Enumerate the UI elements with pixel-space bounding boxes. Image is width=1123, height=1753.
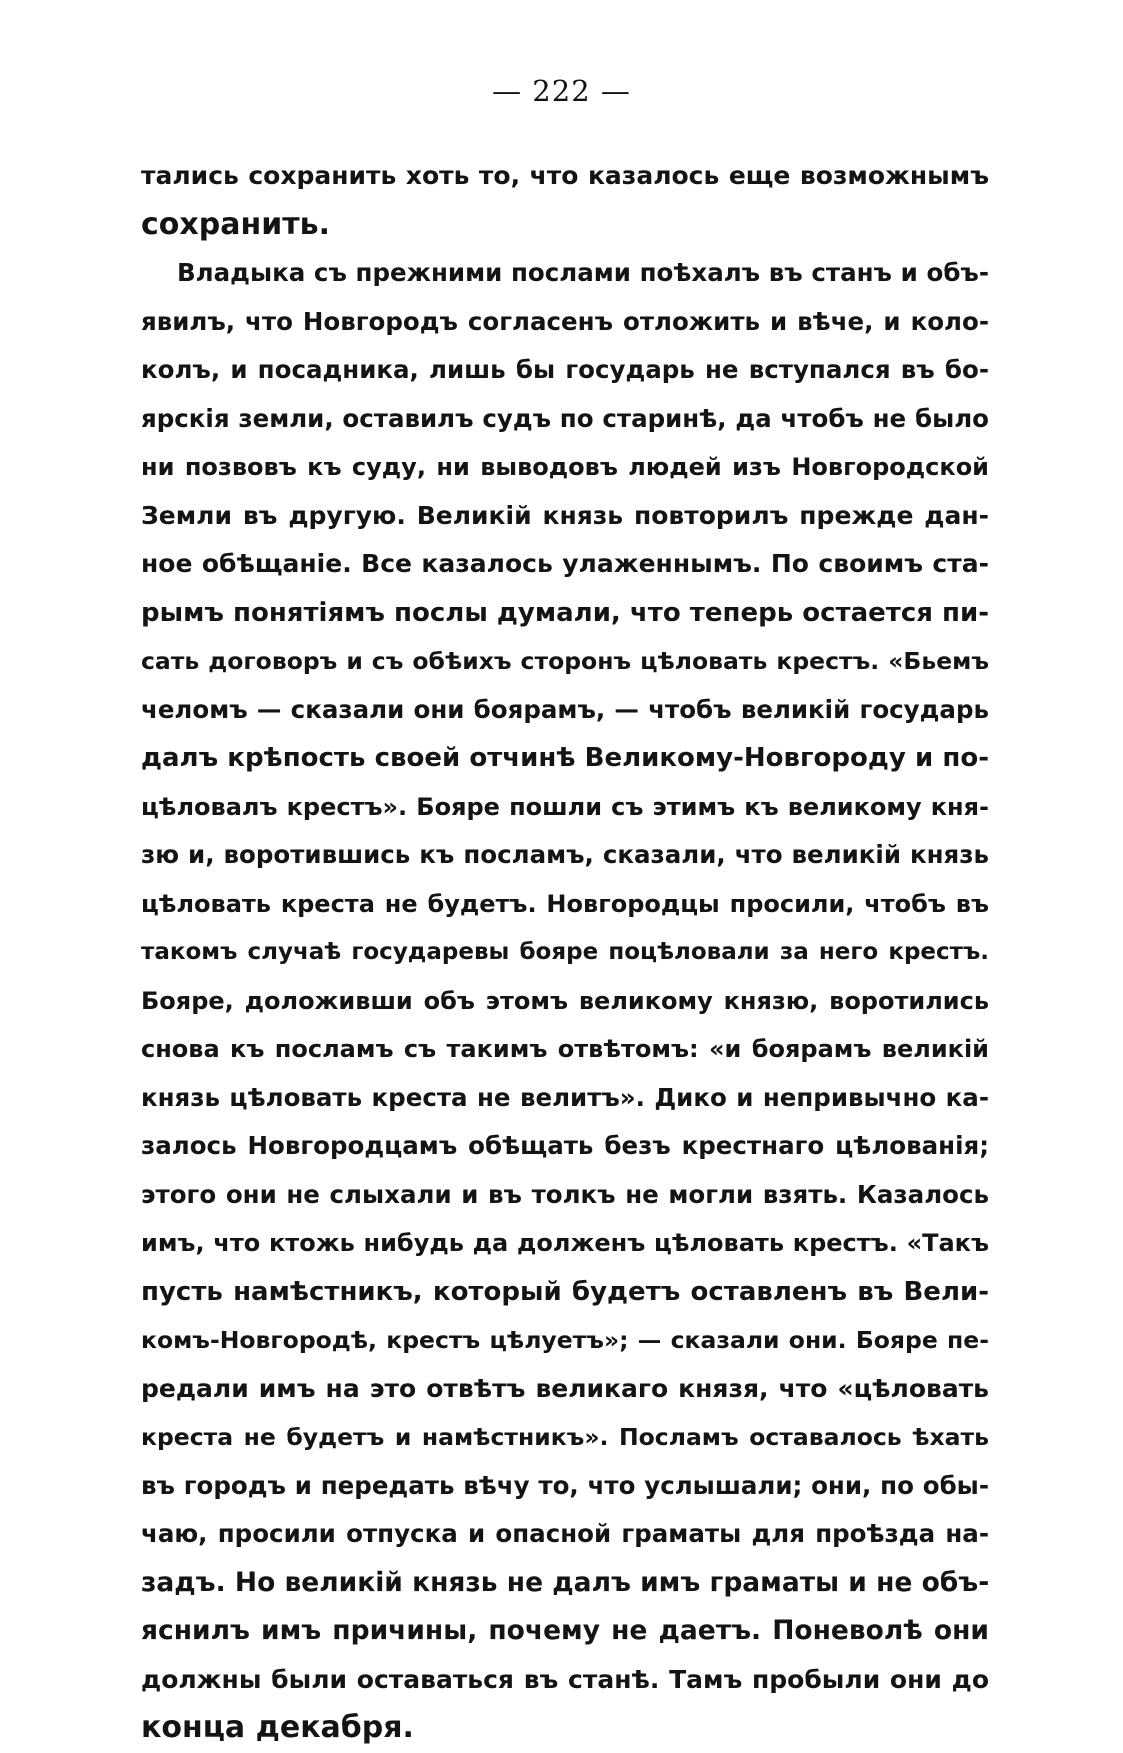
text-line: ни позвовъ къ суду, ни выводовъ людей изъ Новгородской <box>141 453 989 481</box>
text-line: въ городъ и передать вѣчу то, что услышали; они, по обы- <box>141 1470 989 1500</box>
text-line: далъ крѣпость своей отчинѣ Великому-Новгороду и по- <box>141 743 989 773</box>
text-line: задъ. Но великій князь не далъ имъ граматы и не объ- <box>141 1566 990 1598</box>
text-line: такомъ случаѣ государевы бояре поцѣловали за него крестъ. <box>141 939 989 965</box>
text-line: сохранить. <box>141 206 330 242</box>
paragraph <box>141 249 989 1753</box>
text-line: колъ, и посадника, лишь бы государь не вступался въ бо- <box>141 355 989 384</box>
text-line: ное обѣщаніе. Все казалось улаженнымъ. По своимъ ста- <box>141 549 989 578</box>
text-line: рымъ понятіямъ послы думали, что теперь остается пи- <box>141 597 989 628</box>
text-line: этого они не слыхали и въ толкъ не могли взять. Казалось <box>141 1179 989 1209</box>
text-line: зю и, воротившись къ посламъ, сказали, что великій князь <box>141 840 989 869</box>
text-line: редали имъ на это отвѣтъ великаго князя, что «цѣловать <box>141 1373 989 1403</box>
text-line: креста не будетъ и намѣстникъ». Посламъ оставалось ѣхать <box>141 1423 989 1451</box>
text-line: ярскія земли, оставилъ судъ по старинѣ, да чтобъ не было <box>141 403 989 433</box>
text-line: явилъ, что Новгородъ согласенъ отложить и вѣче, и коло- <box>141 306 989 336</box>
text-line: Владыка съ прежними послами поѣхалъ въ станъ и объ- <box>177 258 989 287</box>
text-line: цѣловать креста не будетъ. Новгородцы просили, чтобъ въ <box>141 889 989 918</box>
text-line: имъ, что ктожь нибудь да долженъ цѣловать крестъ. «Такъ <box>141 1229 989 1257</box>
text-line: яснилъ имъ причины, почему не даетъ. Поневолѣ они <box>141 1615 989 1646</box>
body-text <box>141 152 989 1753</box>
text-line: цѣловалъ крестъ». Бояре пошли съ этимъ къ великому кня- <box>141 792 989 821</box>
text-line: князь цѣловать креста не велитъ». Дико и непривычно ка- <box>141 1082 989 1112</box>
text-line: сать договоръ и съ обѣихъ сторонъ цѣловать крестъ. «Бьемъ <box>141 647 989 675</box>
page-number: — 222 — <box>492 74 631 108</box>
text-line: пусть намѣстникъ, который будетъ оставленъ въ Вели- <box>141 1276 989 1307</box>
text-line: залось Новгородцамъ обѣщать безъ крестнаго цѣлованія; <box>141 1131 989 1160</box>
text-line: конца декабря. <box>141 1710 414 1745</box>
paragraph <box>141 152 989 249</box>
text-line: должны были оставаться въ станѣ. Тамъ пробыли они до <box>141 1664 989 1694</box>
text-line: челомъ — сказали они боярамъ, — чтобъ великій государь <box>141 694 989 724</box>
text-line: снова къ посламъ съ такимъ отвѣтомъ: «и боярамъ великій <box>141 1035 989 1063</box>
text-line: тались сохранить хоть то, что казалось еще возможнымъ <box>141 161 989 190</box>
text-line: чаю, просили отпуска и опасной граматы для проѣзда на- <box>141 1519 989 1548</box>
text-line: комъ-Новгородѣ, крестъ цѣлуетъ»; — сказали они. Бояре пе- <box>141 1326 989 1354</box>
text-line: Земли въ другую. Великій князь повторилъ прежде дан- <box>141 500 989 530</box>
text-line: Бояре, доложивши объ этомъ великому князю, воротились <box>141 986 989 1015</box>
